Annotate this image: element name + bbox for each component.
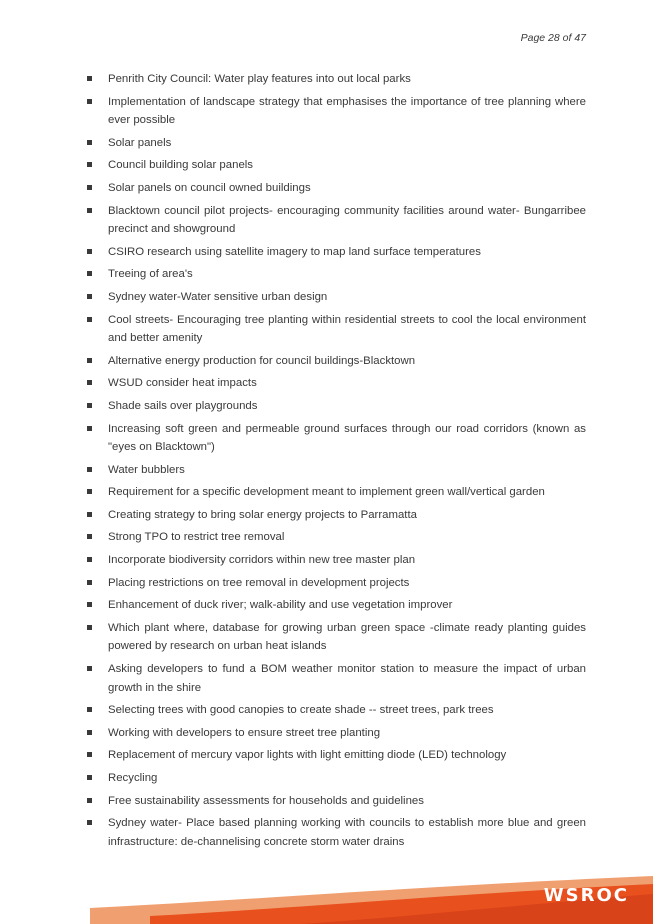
bullet-icon [87,380,92,385]
list-item [86,769,586,788]
bullet-icon [87,358,92,363]
bullet-icon [87,512,92,517]
list-item-text: Placing restrictions on tree removal in development projects [108,576,410,589]
bullet-icon [87,666,92,671]
list-item [86,619,586,656]
list-item [86,202,586,239]
bullet-icon [87,76,92,81]
list-item [86,397,586,416]
list-item-text: CSIRO research using satellite imagery to map land surface temperatures [108,245,481,258]
bullet-icon [87,752,92,757]
list-item [86,352,586,371]
list-item [86,724,586,743]
bullet-icon [87,707,92,712]
list-item-text: Enhancement of duck river; walk-ability and use vegetation improver [108,599,453,612]
list-item [86,814,586,851]
bullet-icon [87,467,92,472]
list-item-text: Council building solar panels [108,159,254,172]
list-item-text: Blacktown council pilot projects- encouraging community facilities around water- Bungarribee precinct and showground [108,204,586,236]
list-item-text: Which plant where, database for growing urban green space -climate ready planting guides powered by research on urban heat islands [108,621,586,653]
list-item [86,551,586,570]
list-item-text: Alternative energy production for council buildings-Blacktown [108,354,416,367]
list-item [86,243,586,262]
list-item-text: Treeing of area's [108,268,193,281]
list-item-text: Shade sails over playgrounds [108,399,258,412]
list-item-text: Sydney water-Water sensitive urban design [108,290,328,303]
bullet-icon [87,185,92,190]
list-item-text: Asking developers to fund a BOM weather monitor station to measure the impact of urban growth in the shire [108,663,586,694]
list-item-text: Sydney water- Place based planning working with councils to establish more blue and green infrastructure: de-channelising concrete storm water drains [108,817,586,848]
bullet-icon [87,798,92,803]
bullet-icon [87,580,92,585]
bullet-icon [87,557,92,562]
list-item [86,288,586,307]
bullet-icon [87,271,92,276]
bullet-icon [87,489,92,494]
bullet-icon [87,625,92,630]
list-item [86,792,586,811]
list-item [86,528,586,547]
bullet-list [86,70,586,855]
list-item [86,596,586,615]
list-item-text: Requirement for a specific development meant to implement green wall/vertical garden [108,486,545,499]
footer-band [0,864,653,924]
list-item-text: Solar panels on council owned buildings [108,181,311,194]
list-item [86,506,586,525]
bullet-icon [87,140,92,145]
list-item [86,420,586,457]
list-item-text: Free sustainability assessments for households and guidelines [108,794,424,807]
bullet-icon [87,317,92,322]
list-item [86,461,586,480]
list-item-text: Replacement of mercury vapor lights with light emitting diode (LED) technology [108,749,507,762]
list-item-text: Working with developers to ensure street tree planting [108,726,381,739]
list-item [86,265,586,284]
list-item [86,701,586,720]
list-item [86,574,586,593]
list-item [86,134,586,153]
list-item-text: Recycling [108,772,158,784]
list-item [86,311,586,348]
bullet-icon [87,403,92,408]
list-item-text: Strong TPO to restrict tree removal [108,531,285,544]
bullet-icon [87,820,92,825]
list-item [86,179,586,198]
list-item-text: Implementation of landscape strategy that emphasises the importance of tree planning where ever possible [108,95,586,127]
wsroc-logo: WSROC [543,885,629,906]
bullet-icon [87,99,92,104]
list-item [86,374,586,393]
list-item-text: WSUD consider heat impacts [108,377,257,390]
list-item-text: Increasing soft green and permeable ground surfaces through our road corridors (known as "eyes on Blacktown") [108,422,586,454]
list-item-text: Penrith City Council: Water play features into out local parks [108,73,411,85]
bullet-icon [87,162,92,167]
bullet-icon [87,249,92,254]
list-item [86,746,586,765]
list-item [86,660,586,697]
list-item [86,93,586,130]
bullet-icon [87,534,92,539]
bullet-icon [87,775,92,780]
page-number: Page 28 of 47 [520,32,586,44]
list-item-text: Cool streets- Encouraging tree planting within residential streets to cool the local environment and better amenity [108,313,586,345]
list-item-text: Incorporate biodiversity corridors within new tree master plan [108,554,416,567]
list-item-text: Water bubblers [108,463,185,476]
bullet-icon [87,294,92,299]
list-item-text: Creating strategy to bring solar energy projects to Parramatta [108,508,417,521]
bullet-icon [87,426,92,431]
list-item [86,156,586,175]
list-item-text: Solar panels [108,136,172,149]
bullet-icon [87,208,92,213]
list-item [86,483,586,502]
list-item-text: Selecting trees with good canopies to create shade -- street trees, park trees [108,704,494,717]
bullet-icon [87,602,92,607]
bullet-icon [87,730,92,735]
list-item [86,70,586,89]
